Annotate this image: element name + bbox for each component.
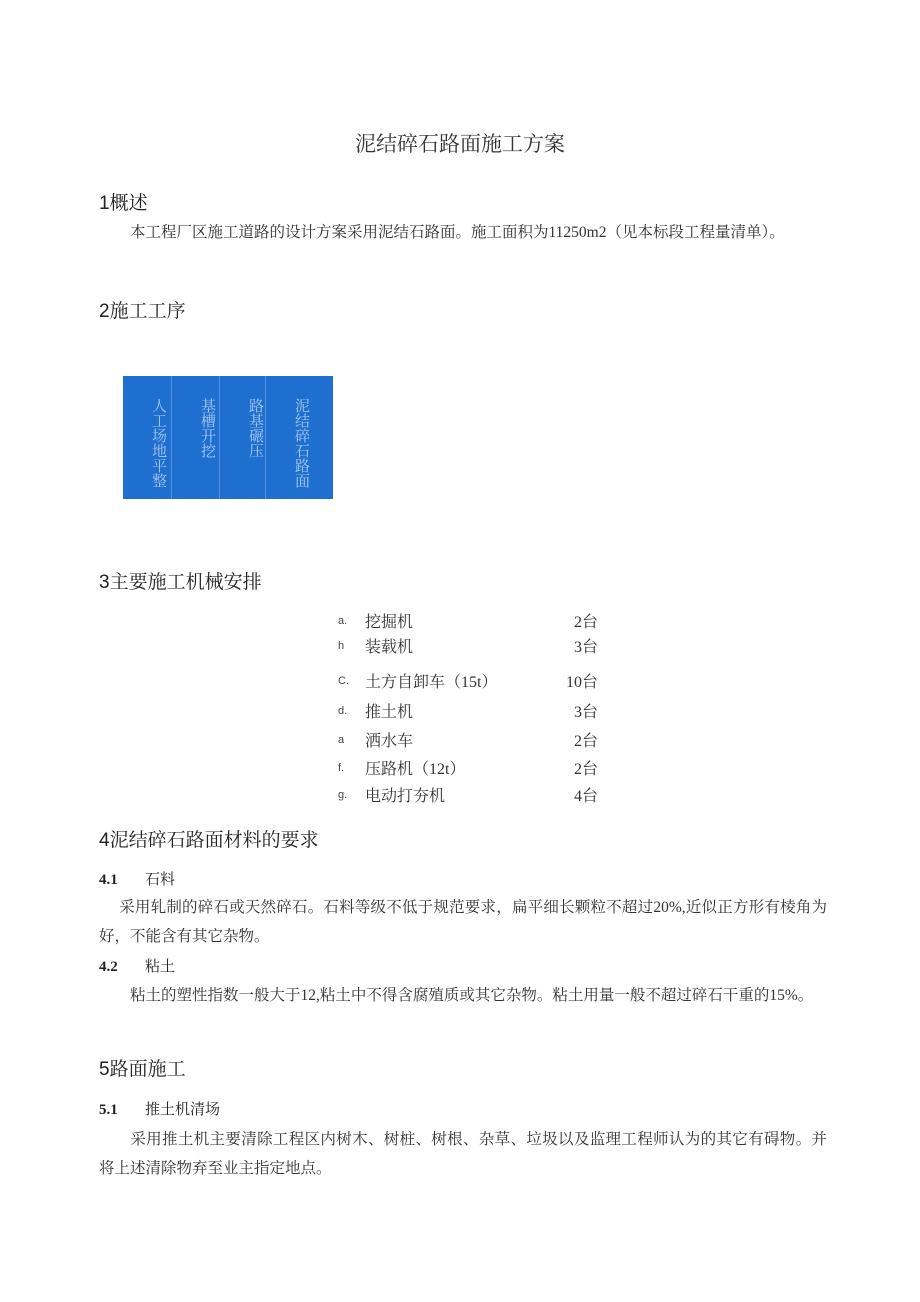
document-title: 泥结碎石路面施工方案: [355, 133, 565, 156]
subsection-5-1-heading: [99, 1098, 220, 1119]
subsection-number: 4.1: [99, 872, 118, 888]
machine-letter: a: [338, 734, 345, 746]
section-4-heading: 4泥结碎石路面材料的要求: [99, 830, 319, 851]
machine-name: 电动打夯机: [365, 788, 446, 805]
machine-name: 装载机: [365, 639, 414, 656]
machine-letter: d.: [338, 705, 348, 717]
machine-letter: f.: [338, 762, 345, 774]
section-2-heading: 2施工工序: [99, 301, 186, 322]
machine-row: [338, 699, 608, 725]
subsection-5-1-text: 采用推土机主要清除工程区内树木、树桩、树根、杂草、垃圾以及监理工程师认为的其它有碍物。并将上述清除物弃至业主指定地点。: [99, 1131, 827, 1177]
machine-qty: 10台: [565, 674, 598, 691]
machine-qty: 2台: [573, 614, 598, 631]
flow-step-1: [123, 376, 169, 499]
flow-step-1-label: 人工场地平整: [150, 398, 167, 488]
machine-qty: 2台: [573, 733, 598, 750]
machine-letter: a.: [338, 615, 348, 627]
machine-name: 洒水车: [365, 733, 414, 750]
machine-letter: h: [338, 640, 345, 652]
flow-step-4-label: 泥结碎石路面: [293, 398, 310, 488]
subsection-5-1-paragraph: [99, 1125, 827, 1183]
section-1-text: 本工程厂区施工道路的设计方案采用泥结石路面。施工面积为11250m2（见本标段工程量清单）。: [130, 224, 785, 241]
machine-row: [338, 609, 608, 635]
machine-row: [338, 756, 608, 782]
flow-step-3: [219, 376, 266, 499]
subsection-4-2-heading: [99, 955, 175, 976]
machine-letter: C.: [338, 675, 349, 687]
machine-row: [338, 634, 608, 660]
subsection-title: 推土机清场: [145, 1101, 221, 1118]
machine-qty: 3台: [573, 704, 598, 721]
subsection-4-1-heading: [99, 868, 175, 889]
machine-row: [338, 783, 608, 809]
subsection-title: 石料: [145, 871, 176, 888]
machine-name: 推土机: [365, 704, 414, 721]
section-5-heading: 5路面施工: [99, 1059, 186, 1080]
flow-step-2-label: 基槽开挖: [199, 398, 216, 458]
flow-step-4: [265, 376, 312, 499]
subsection-title: 粘土: [145, 958, 176, 975]
section-1-paragraph: [99, 218, 827, 247]
subsection-4-2-text: 粘土的塑性指数一般大于12,粘土中不得含腐殖质或其它杂物。粘土用量一般不超过碎石干重的15%。: [130, 987, 814, 1004]
machine-name: 挖掘机: [365, 614, 414, 631]
subsection-4-1-paragraph: [99, 893, 827, 951]
section-3-heading: 3主要施工机械安排: [99, 572, 262, 593]
machine-qty: 3台: [573, 639, 598, 656]
machine-name: 土方自卸车（15t）: [365, 674, 498, 691]
subsection-number: 4.2: [99, 959, 118, 975]
machine-letter: g.: [338, 789, 348, 801]
machine-name: 压路机（12t）: [365, 761, 466, 778]
machine-qty: 2台: [573, 761, 598, 778]
process-flowchart: [123, 376, 333, 499]
flow-step-3-label: 路基碾压: [247, 398, 264, 458]
flow-step-2: [171, 376, 218, 499]
section-1-heading: 1概述: [99, 193, 148, 214]
machine-row: [338, 728, 608, 754]
machine-qty: 4台: [573, 788, 598, 805]
machine-row: [338, 669, 608, 695]
subsection-4-2-paragraph: [99, 981, 827, 1010]
subsection-number: 5.1: [99, 1102, 118, 1118]
subsection-4-1-text: 采用轧制的碎石或天然碎石。石料等级不低于规范要求，扁平细长颗粒不超过20%,近似正方形有棱角为好，不能含有其它杂物。: [99, 899, 827, 945]
